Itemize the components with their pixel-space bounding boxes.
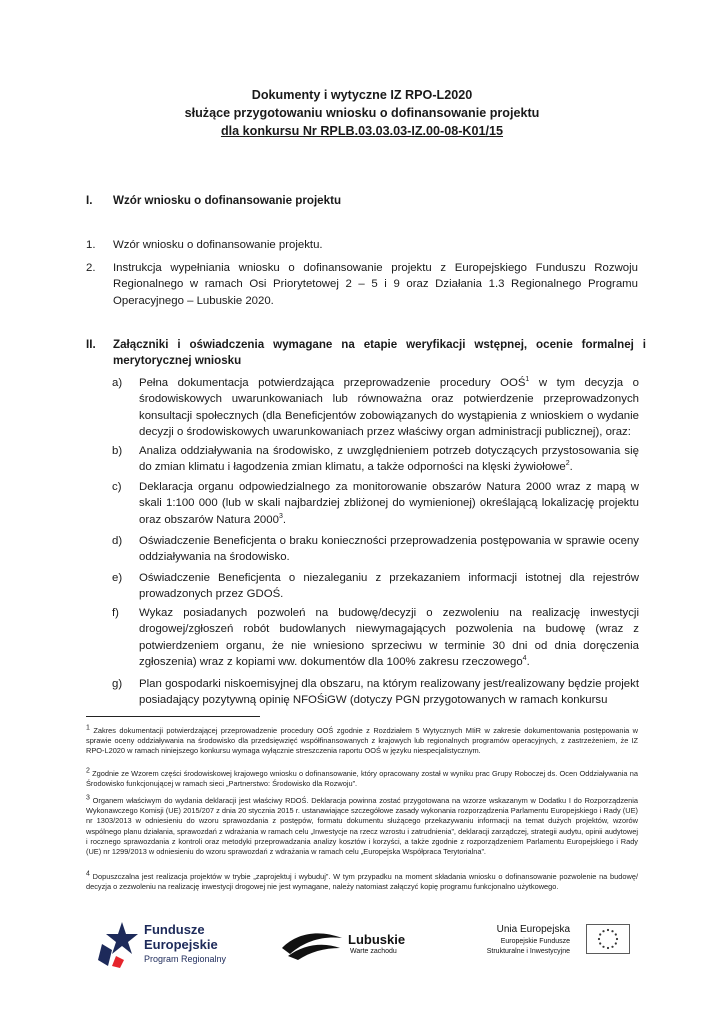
document-title (80, 86, 644, 140)
item-text: Pełna dokumentacja potwierdzająca przeprowadzenie procedury OOŚ$^1$ w tym decyzja o środowiskowych uwarunkowaniach lub równoważna oraz potwierdzenie przeprowadzonych konsultacji społecznych (dla Beneficjentów zobowiązanych do wystąpienia z wnioskiem o wydanie decyzji o środowiskowych uwarunkowaniach przez właściwy organ administracji publicznej), oraz: (139, 376, 639, 439)
fe-line-2: Europejskie (144, 937, 218, 952)
item-text: Wzór wniosku o dofinansowanie projektu. (113, 239, 323, 251)
footnote-separator (86, 716, 260, 717)
item-text: Oświadczenie Beneficjenta o niezaleganiu z przekazaniem informacji istotnej dla rejestrów prowadzonych przez GDOŚ. (139, 572, 639, 601)
fe-line-3: Program Regionalny (144, 954, 227, 964)
eu-line-1: Unia Europejska (496, 924, 570, 935)
section-1-item-1 (86, 237, 638, 253)
fe-star-icon (98, 920, 138, 968)
logo-bar (80, 918, 640, 978)
section-1-number: I. (86, 194, 93, 207)
section-1-title: Wzór wniosku o dofinansowanie projektu (113, 194, 342, 207)
title-line-1: Dokumenty i wytyczne IZ RPO-L2020 (251, 88, 473, 102)
item-number: 2. (86, 262, 96, 274)
section-2-item-f (112, 605, 639, 671)
footnote-marker: 2 (86, 767, 90, 775)
footnote-ref: 4 (522, 655, 527, 663)
section-2-item-c (112, 479, 639, 528)
footnote-marker: 1 (86, 724, 90, 732)
footnote-1: $^1$ Zakres dokumentacji potwierdzającej przeprowadzenie procedury OOŚ zgodnie z Rozdziałem 5 Wytycznych MIiR w zakresie dokumentowania postępowania w sprawie oceny oddziaływania na środowisko dla przedsięwzięć współfinansowanych z krajowych lub regionalnych programów operacyjnych, z zastrzeżeniem, że IZ RPO-L2020 w ramach niniejszego konkursu wymaga wyłącznie streszczenia raportu OOŚ w języku niespecjalistycznym. (86, 724, 638, 756)
item-letter: b) (112, 445, 123, 457)
section-2-item-g (112, 676, 639, 709)
title-line-3: dla konkursu Nr RPLB.03.03.03-IZ.00-08-K01/15 (220, 124, 504, 138)
eu-line-3: Strukturalne i Inwestycyjne (486, 948, 570, 955)
section-2-item-e (112, 570, 639, 603)
footnote-3: $^3$ Organem właściwym do wydania deklaracji jest właściwy RDOŚ. Deklaracja powinna zostać przygotowana na wzorze wskazanym w Dodatku I do Rozporządzenia Wykonawczego Komisji (UE) 2015/207 z dnia 20 stycznia 2015 r. ustanawiające szczegółowe zasady wykonania rozporządzenia Parlamentu Europejskiego i Rady (UE) nr 1303/2013 w odniesieniu do wzoru sprawozdania z postępów, formatu dokumentu służącego przekazywaniu informacji na temat dużych projektów, wzorów wspólnego planu działania, sprawozdań z wdrażania w ramach celu „Inwestycje na rzecz wzrostu i zatrudnienia”, deklaracji zarządczej, strategii audytu, opinii audytowej i rocznego sprawozdania z kontroli oraz metodyki przeprowadzania analizy kosztów i korzyści, a także zgodnie z rozporządzeniem Parlamentu Europejskiego i Rady (UE) nr 1299/2013 w odniesieniu do wzoru sprawozdań z wdrażania w ramach celu „Europejska Współpraca Terytorialna”. (86, 794, 638, 857)
lubuskie-logo (280, 926, 410, 966)
item-letter: a) (112, 377, 123, 389)
section-2-item-a (112, 375, 639, 441)
section-1-item-2 (86, 260, 638, 309)
footnote-ref: 2 (565, 460, 570, 468)
item-letter: g) (112, 678, 123, 690)
item-number: 1. (86, 239, 96, 251)
section-1-heading (86, 193, 646, 209)
fundusze-europejskie-logo (98, 920, 248, 972)
item-text: Instrukcja wypełniania wniosku o dofinansowanie projektu z Europejskiego Funduszu Rozwoju Regionalnego w ramach Osi Priorytetowej 2 – 5 i 9 oraz Działania 1.3 Regionalnego Programu Operacyjnego – Lubuskie 2020. (113, 262, 638, 307)
item-letter: e) (112, 572, 123, 584)
section-2-heading (86, 337, 646, 369)
footnote-ref: 1 (525, 376, 530, 384)
item-letter: c) (112, 481, 122, 493)
footnote-marker: 3 (86, 794, 90, 802)
footnote-marker: 4 (86, 870, 90, 878)
footnote-ref: 3 (278, 513, 283, 521)
title-line-2: służące przygotowaniu wniosku o dofinansowanie projektu (184, 106, 540, 120)
section-2-title: Załączniki i oświadczenia wymagane na etapie weryfikacji wstępnej, ocenie formalnej i merytorycznej wniosku (113, 338, 646, 367)
section-2-item-d (112, 533, 639, 566)
footnote-2: $^2$ Zgodnie ze Wzorem części środowiskowej krajowego wniosku o dofinansowanie, który opracowany został w wyniku prac Grupy Roboczej ds. Ocen Oddziaływania na Środowisko funkcjonującej w ramach sieci „Partnerstwo: Środowisko dla Rozwoju”. (86, 767, 638, 789)
item-text: Oświadczenie Beneficjenta o braku konieczności przeprowadzenia postępowania w sprawie oceny oddziaływania na środowisko. (139, 535, 639, 564)
item-text: Analiza oddziaływania na środowisko, z uwzględnieniem potrzeb dotyczących przystosowania się do zmian klimatu i łagodzenia zmian klimatu, a także odporności na klęski żywiołowe$^2$. (139, 445, 639, 474)
item-letter: f) (112, 607, 119, 619)
item-text: Deklaracja organu odpowiedzialnego za monitorowanie obszarów Natura 2000 wraz z mapą w skali 1:100 000 (lub w skali najbardziej zbliżonej do wymienionej) określającą lokalizację projektu oraz obszarów Natura 2000$^3$. (139, 481, 639, 526)
section-2-number: II. (86, 338, 96, 351)
eu-line-2: Europejskie Fundusze (500, 938, 570, 945)
fe-line-1: Fundusze (144, 922, 205, 937)
lubuskie-tagline: Warte zachodu (350, 948, 397, 955)
lubuskie-wave-icon (280, 926, 344, 962)
section-2-item-b (112, 443, 639, 476)
item-letter: d) (112, 535, 123, 547)
item-text: Wykaz posiadanych pozwoleń na budowę/decyzji o zezwoleniu na realizację inwestycji drogowej/zgłoszeń robót budowlanych niewymagających pozwolenia na budowę (wraz z potwierdzeniem organu, że nie wniesiono sprzeciwu w terminie 30 dni od dnia doręczenia zgłoszenia) wraz z kopiami ww. dokumentów dla 100% zakresu rzeczowego$^4$. (139, 607, 639, 669)
unia-europejska-logo (470, 924, 640, 968)
eu-flag-icon (586, 924, 630, 954)
lubuskie-name: Lubuskie (348, 932, 406, 947)
footnote-4: $^4$ Dopuszczalna jest realizacja projektów w trybie „zaprojektuj i wybuduj”. W tym przypadku na moment składania wniosku o dofinansowanie pozwolenie na budowę/ decyzja o zezwoleniu na realizację inwestycji drogowej nie jest wymagane, należy natomiast załączyć kopię programu funkcjonalno użytkowego. (86, 870, 638, 892)
item-text: Plan gospodarki niskoemisyjnej dla obszaru, na którym realizowany jest/realizowany będzie projekt posiadający pozytywną opinię NFOŚiGW (dotyczy PGN przygotowanych w ramach konkursu (139, 678, 639, 707)
